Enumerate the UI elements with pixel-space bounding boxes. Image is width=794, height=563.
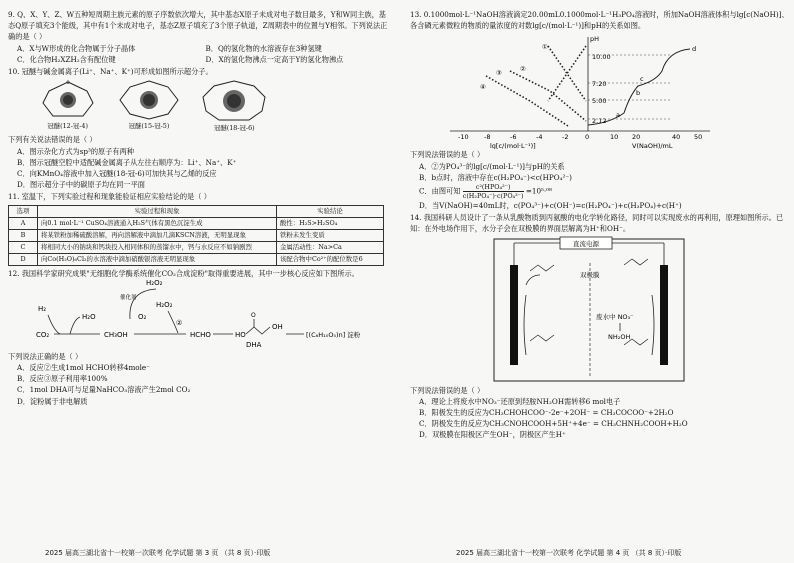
catalyst-label: 催化剂 xyxy=(120,294,137,301)
waste-water-label: 废水中 NO₃⁻ xyxy=(596,312,634,321)
question-13 xyxy=(410,9,790,211)
curve-4-label: ④ xyxy=(480,83,486,92)
starch-label: [(C₆H₁₀O₅)n] 淀粉 xyxy=(306,330,361,339)
table-row xyxy=(9,241,384,253)
crown-18-6 xyxy=(199,79,269,134)
table-cell: 向Co(H₂O)₆Cl₂的水溶液中滴加硝酸银溶液无明显现象 xyxy=(38,253,277,265)
point-c: c xyxy=(640,75,644,84)
footer-right: 2025 届高三湖北省十一校第一次联考 化学试题 第 4 页 （共 8 页）·印版 xyxy=(456,549,682,557)
table-cell: B xyxy=(9,229,38,241)
q10-ask: 下列有关说法错误的是（ ） xyxy=(8,135,97,145)
x-tick: 20 xyxy=(632,133,641,142)
electrolysis-cell-diagram xyxy=(410,235,790,385)
y-tick: 7.20 xyxy=(592,80,607,89)
table-cell: 酸性：H₂S>H₂SO₄ xyxy=(277,217,384,229)
crown-15-5-icon xyxy=(116,79,182,121)
curve-2-label: ② xyxy=(520,65,526,74)
q10-option-d[interactable]: D．图示超分子中的碳原子均在同一平面 xyxy=(17,180,145,190)
crown-18-6-icon xyxy=(199,79,269,123)
y-tick: 2.12 xyxy=(592,117,607,126)
q13-ask: 下列说法错误的是（ ） xyxy=(410,150,485,160)
o2-label: O₂ xyxy=(138,312,147,321)
q13-option-c[interactable]: C．由图可知 $\frac{\text{c²(HPO₄²⁻)}}{\text{c(H₂PO₄⁻)·c(PO₄³⁻)}}$ =10⁵·⁰⁸ xyxy=(419,183,552,201)
q9-stem: 9. Q、X、Y、Z、W五种短周期主族元素的原子序数依次增大，其中基态X原子未成对电子数目最多，Y和W同主族，基态Q原子填充3个能级，其中有1个未成对电子，基态Z原子填充了3个原子轨道，Z周期表中的位置与Y相邻。下列说法正确的是（ ） xyxy=(8,10,388,42)
question-10 xyxy=(8,66,388,190)
q10-option-b[interactable]: B．图示冠醚空腔中适配碱金属离子从左往右顺序为：Li⁺、Na⁺、K⁺ xyxy=(17,157,237,167)
table-cell: 将某铁粉加稀硫酸溶解，再向溶解液中滴加几滴KSCN溶液，无明显现象 xyxy=(38,229,277,241)
hydroxylamine-label: NH₂OH xyxy=(608,332,631,341)
table-cell: 金属活动性：Na>Ca xyxy=(277,241,384,253)
q11-stem: 11. 室温下，下列实验过程和现象能验证相应实验结论的是（ ） xyxy=(8,192,211,202)
hcho-label: HCHO xyxy=(190,330,211,339)
experiment-table xyxy=(8,205,384,266)
table-cell: D xyxy=(9,253,38,265)
table-header: 实验结论 xyxy=(277,205,384,217)
table-row xyxy=(9,229,384,241)
crown-ether-figure xyxy=(28,79,278,134)
crown-18-6-label: 冠醚(18-冠-6) xyxy=(213,124,255,133)
h2o2-top-label: H₂O₂ xyxy=(146,278,163,287)
curve-1-label: ① xyxy=(542,43,548,52)
power-supply-label: 直流电源 xyxy=(573,239,599,248)
y-tick: 5.00 xyxy=(592,97,607,106)
methanol-label: CH₃OH xyxy=(104,330,128,339)
x-tick: 50 xyxy=(694,133,703,142)
y-axis-label: pH xyxy=(590,35,600,44)
svg-text:O: O xyxy=(66,80,70,86)
q12-option-b[interactable]: B．反应③原子利用率100% xyxy=(17,374,108,384)
q14-option-b[interactable]: B．阳极发生的反应为CH₃CHOHCOO⁻-2e⁻+2OH⁻ = CH₃COCOO⁻+2H₂O xyxy=(419,408,674,418)
question-9 xyxy=(8,9,388,65)
crown-12-4-icon xyxy=(37,79,99,121)
table-header: 实验过程和现象 xyxy=(38,205,277,217)
table-cell: 将相同大小的钠块和钙块投入相同体积的蒸馏水中，钙与水反应不如钠剧烈 xyxy=(38,241,277,253)
x-tick: -8 xyxy=(484,133,491,142)
q14-option-c[interactable]: C．阴极发生的反应为CH₃CNOHCOOH+5H⁺+4e⁻ = CH₃CHNH₂COOH+H₂O xyxy=(419,419,688,429)
table-cell: C xyxy=(9,241,38,253)
q10-option-c[interactable]: C．向KMnO₄溶液中加入冠醚(18-冠-6)可加快其与乙烯的反应 xyxy=(17,169,217,179)
svg-text:O: O xyxy=(251,311,256,319)
q10-option-a[interactable]: A．图示杂化方式为sp³的原子有两种 xyxy=(17,146,134,156)
h2o2-left-label: H₂O₂ xyxy=(156,300,173,309)
table-cell: A xyxy=(9,217,38,229)
left-column xyxy=(8,8,388,407)
x-axis-label-right: V(NaOH)/mL xyxy=(632,142,673,150)
q9-option-d[interactable]: D．X的氢化物沸点一定高于Y的氢化物沸点 xyxy=(205,54,344,64)
co2-to-starch-diagram xyxy=(8,279,378,351)
x-tick: -10 xyxy=(458,133,469,142)
x-tick: 10 xyxy=(610,133,619,142)
question-11 xyxy=(8,191,388,265)
q13-stem: 13. 0.1000mol·L⁻¹NaOH溶液滴定20.00mL0.1000mol·L⁻¹H₃PO₄溶液时，所加NaOH溶液体积与lg[c(NaOH)]、各含磷元素微粒的物质的量浓度的对数lg[c/(mol·L⁻¹)]和pH的关系如图。 xyxy=(410,10,789,31)
table-cell: 该配合物中Co²⁺的配位数是6 xyxy=(277,253,384,265)
crown-15-5 xyxy=(116,79,182,134)
q9-option-b[interactable]: B．Q的氢化物的水溶液存在3种氢键 xyxy=(205,43,322,53)
anode xyxy=(510,265,518,365)
point-d: d xyxy=(692,45,697,54)
q12-option-c[interactable]: C．1mol DHA可与足量NaHCO₃溶液产生2mol CO₂ xyxy=(17,385,191,395)
x-axis-label-left: lg[c/(mol·L⁻¹)] xyxy=(490,142,536,150)
crown-15-5-label: 冠醚(15-冠-5) xyxy=(128,122,170,131)
cathode xyxy=(660,265,668,365)
q9-option-a[interactable]: A．X与W形成的化合物属于分子晶体 xyxy=(17,43,136,53)
q9-option-c[interactable]: C．化合物H₂XZH₂含有配位键 xyxy=(17,54,116,64)
q13-option-b[interactable]: B．b点时，溶液中存在c(H₂PO₄⁻)<c(HPO₄²⁻) xyxy=(419,172,572,182)
q14-stem: 14. 我国科研人员设计了一条从乳酸物质到丙氨酸的电化学转化路径，同时可以实现废水的再利用，原理如图所示。已知：在外电场作用下，水分子会在双极膜的界面层解离为H⁺和OH⁻。 xyxy=(410,213,784,234)
h2o-label: H₂O xyxy=(82,312,96,321)
q12-ask: 下列说法正确的是（ ） xyxy=(8,351,83,361)
x-tick: -6 xyxy=(510,133,517,142)
q13-option-a[interactable]: A．②为PO₄³⁻的lg[c/(mol·L⁻¹)]与pH的关系 xyxy=(419,161,565,171)
titration-chart xyxy=(410,31,790,149)
dha-oh: OH xyxy=(272,322,283,331)
y-tick: 10.00 xyxy=(592,53,611,62)
q14-option-d[interactable]: D．双极膜在阳极区产生OH⁻，阴极区产生H⁺ xyxy=(419,430,566,440)
x-tick: 0 xyxy=(585,133,590,142)
footer-left: 2025 届高三湖北省十一校第一次联考 化学试题 第 3 页 （共 8 页）·印版 xyxy=(45,549,271,557)
h2-label: H₂ xyxy=(38,304,47,313)
table-row xyxy=(9,217,384,229)
right-column xyxy=(410,8,790,441)
q12-option-a[interactable]: A．反应②生成1mol HCHO转移4mole⁻ xyxy=(17,363,150,373)
q12-option-d[interactable]: D．淀粉属于非电解质 xyxy=(17,396,88,406)
q12-stem: 12. 我国科学家研究成果"无细胞化学酶系统催化CO₂合成淀粉"取得重要进展，其中一步核心反应如下图所示。 xyxy=(8,268,359,278)
q13-fraction: $\frac{\text{c²(HPO₄²⁻)}}{\text{c(H₂PO₄⁻)·c(PO₄³⁻)}}$ xyxy=(462,183,524,201)
membrane-label: 双极膜 xyxy=(580,270,600,279)
table-row xyxy=(9,253,384,265)
table-cell: 向0.1 mol·L⁻¹ CuSO₄溶液通入H₂S气体有黑色沉淀生成 xyxy=(38,217,277,229)
x-tick: -4 xyxy=(536,133,543,142)
x-tick: 40 xyxy=(672,133,681,142)
dha-label: DHA xyxy=(246,340,262,349)
q14-ask: 下列说法错误的是（ ） xyxy=(410,385,485,395)
co2-label: CO₂ xyxy=(36,330,50,339)
q14-option-a[interactable]: A．理论上将废水中NO₃⁻还原到羟胺NH₂OH需转移6 mol电子 xyxy=(419,396,621,406)
dha-ho: HO xyxy=(235,330,246,339)
question-12 xyxy=(8,268,388,407)
curve-3-label: ③ xyxy=(496,69,502,78)
point-a: a xyxy=(616,111,620,120)
table-cell: 铁粉未发生变质 xyxy=(277,229,384,241)
table-header: 选项 xyxy=(9,205,38,217)
x-tick: -2 xyxy=(562,133,569,142)
point-b: b xyxy=(636,89,641,98)
crown-12-4-label: 冠醚(12-冠-4) xyxy=(47,122,88,131)
q13-option-d[interactable]: D．当V(NaOH)=40mL时，c(PO₄³⁻)+c(OH⁻)=c(H₂PO₄⁻)+c(H₃PO₄)+c(H⁺) xyxy=(419,201,682,211)
q10-stem: 10. 冠醚与碱金属离子(Li⁺、Na⁺、K⁺)可形成如图所示超分子。 xyxy=(8,67,213,77)
crown-12-4 xyxy=(37,79,99,134)
step-2-marker: ② xyxy=(176,318,183,327)
question-14 xyxy=(410,212,790,440)
